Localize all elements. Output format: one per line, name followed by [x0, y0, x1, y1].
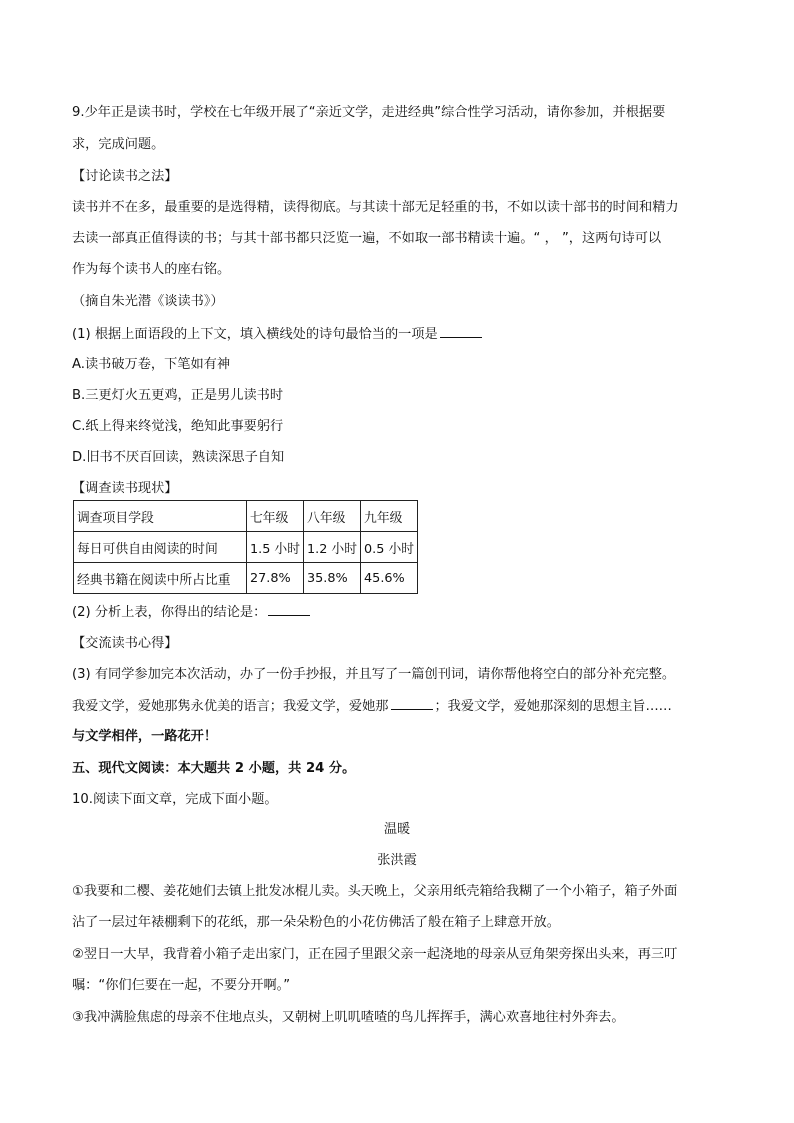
sub-question-2-text: (2) 分析上表，你得出的结论是： [72, 605, 267, 620]
table-cell: 1.2 小时 [304, 532, 361, 563]
table-cell: 0.5 小时 [361, 532, 418, 563]
q9-intro-line2: 求，完成问题。 [72, 137, 165, 152]
option-b: B.三更灯火五更鸡，正是男儿读书时 [72, 388, 284, 403]
sub-question-1-text: (1) 根据上面语段的上下文，填入横线处的诗句最恰当的一项是 [72, 327, 438, 342]
paragraph-1-line1: ①我要和二樱、姜花她们去镇上批发冰棍儿卖。头天晚上，父亲用纸壳箱给我糊了一个小箱子，箱子外面 [72, 884, 678, 899]
table-header-cell: 九年级 [361, 501, 418, 532]
table-cell: 每日可供自由阅读的时间 [74, 532, 247, 563]
table-row [74, 563, 418, 594]
section-title-share: 【交流读书心得】 [72, 636, 178, 651]
fill-after-text: ；我爱文学，爱她那深刻的思想主旨…… [434, 699, 672, 714]
table-header-cell: 调查项目学段 [74, 501, 247, 532]
table-cell: 27.8% [247, 563, 304, 594]
passage-line2: 去读一部真正值得读的书；与其十部书都只泛览一遍，不如取一部书精读十遍。“ ， ”，这两句诗可以 [72, 231, 662, 246]
table-header-cell: 七年级 [247, 501, 304, 532]
table-cell: 35.8% [304, 563, 361, 594]
passage-source: （摘自朱光潜《谈读书》） [72, 294, 224, 309]
paragraph-2-line2: 嘱：“你们仨要在一起，不要分开啊。” [72, 978, 291, 993]
article-title: 温暖 [383, 822, 411, 837]
closing-line: 与文学相伴，一路花开！ [72, 729, 218, 744]
option-a: A.读书破万卷，下笔如有神 [72, 357, 231, 372]
section-title-discuss: 【讨论读书之法】 [72, 169, 178, 184]
survey-table [73, 500, 418, 594]
table-cell: 1.5 小时 [247, 532, 304, 563]
option-c: C.纸上得来终觉浅，绝知此事要躬行 [72, 419, 284, 434]
answer-blank-1 [440, 325, 482, 338]
answer-blank-2 [268, 603, 310, 616]
section-title-survey: 【调查读书现状】 [72, 481, 178, 496]
answer-blank-3 [391, 697, 433, 710]
sub-question-2 [72, 603, 312, 622]
passage-line3: 作为每个读书人的座右铭。 [72, 262, 231, 277]
sub-question-1 [72, 325, 484, 344]
passage-line1: 读书并不在多，最重要的是选得精，读得彻底。与其读十部无足轻重的书，不如以读十部书的时间和精力 [72, 200, 679, 215]
table-header-cell: 八年级 [304, 501, 361, 532]
paragraph-1-line2: 沾了一层过年裱棚剩下的花纸，那一朵朵粉色的小花仿佛活了般在箱子上肆意开放。 [72, 915, 560, 930]
paragraph-3-line1: ③我冲满脸焦虑的母亲不住地点头，又朝树上叽叽喳喳的鸟儿挥挥手，满心欢喜地往村外奔去。 [72, 1010, 625, 1025]
table-row [74, 532, 418, 563]
table-cell: 45.6% [361, 563, 418, 594]
fill-in-line [72, 697, 672, 716]
sub-question-3: (3) 有同学参加完本次活动，办了一份手抄报，并且写了一篇创刊词，请你帮他将空白的部分补充完整。 [72, 667, 676, 682]
table-cell: 经典书籍在阅读中所占比重 [74, 563, 247, 594]
fill-before-text: 我爱文学，爱她那隽永优美的语言；我爱文学，爱她那 [72, 699, 389, 714]
q10-intro: 10.阅读下面文章，完成下面小题。 [72, 792, 278, 807]
table-header-row [74, 501, 418, 532]
q9-intro-line1: 9.少年正是读书时，学校在七年级开展了“亲近文学，走进经典”综合性学习活动，请你参加，并根据要 [72, 105, 666, 120]
part5-heading: 五、现代文阅读：本大题共 2 小题，共 24 分。 [72, 761, 356, 776]
option-d: D.旧书不厌百回读，熟读深思子自知 [72, 450, 285, 465]
article-author: 张洪霞 [377, 853, 417, 868]
paragraph-2-line1: ②翌日一大早，我背着小箱子走出家门，正在园子里跟父亲一起浇地的母亲从豆角架旁探出头来，再三叮 [72, 947, 678, 962]
